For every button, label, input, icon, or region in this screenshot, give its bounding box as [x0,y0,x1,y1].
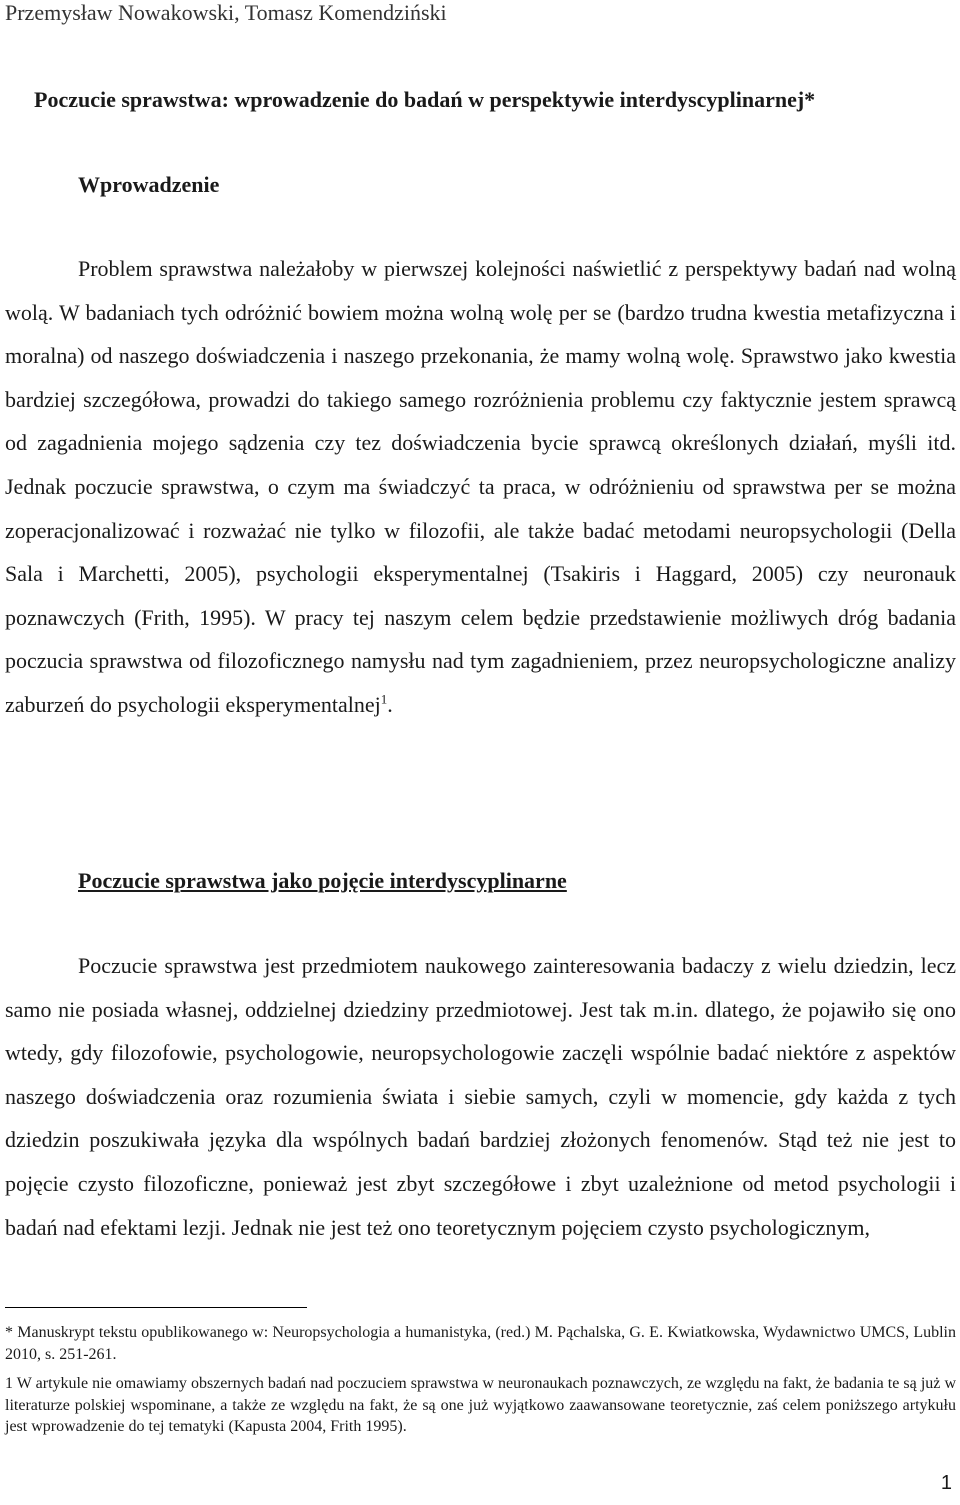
section-paragraph-text: Poczucie sprawstwa jest przedmiotem naukowego zainteresowania badaczy z wielu dziedzin, lecz samo nie posiada własnej, oddzielnej dziedziny przedmiotowej. Jest tak m.in. dlatego, że pojawiło się ono wtedy, gdy filozofowie, psychologowie, neuropsychologowie zaczęli wspólnie badać niektóre z aspektów naszego doświadczenia oraz rozumienia świata i siebie samych, czyli w momencie, gdy każda z tych dziedzin poszukiwała języka dla wspólnych badań bardziej złożonych fenomenów. Stąd też nie jest to pojęcie czysto filozoficzne, ponieważ jest zbyt szczegółowe i zbyt uzależnione od metod psychologii i badań nad efektami lezji. Jednak nie jest też ono teoretycznym pojęciem czysto psychologicznym, [5,953,956,1240]
footnote-reference-1[interactable]: 1 [380,691,388,707]
footnote-manuscript: * Manuskrypt tekstu opublikowanego w: Neuropsychologia a humanistyka, (red.) M. Pąchalska, G. E. Kwiatkowska, Wydawnictwo UMCS, Lublin 2010, s. 251-261. [5,1324,956,1363]
intro-paragraph [5,247,956,727]
footnote-1: 1 W artykule nie omawiamy obszernych badań nad poczuciem sprawstwa w neuronaukach poznawczych, ze względu na fakt, że badania te są już w literaturze polskiej wspominane, a także ze względu na fakt, że są one już wyjątkowo zaawansowane teoretycznie, zaś celem poniższego artykułu jest wprowadzenie do tej tematyki (Kapusta 2004, Frith 1995). [5,1375,956,1436]
intro-heading: Wprowadzenie [78,172,220,197]
article-title: Poczucie sprawstwa: wprowadzenie do badań w perspektywie interdyscyplinarnej* [34,87,816,112]
running-header-authors: Przemysław Nowakowski, Tomasz Komendziński [5,0,447,25]
intro-paragraph-text: Problem sprawstwa należałoby w pierwszej kolejności naświetlić z perspektywy badań nad wolną wolą. W badaniach tych odróżnić bowiem można wolną wolę per se (bardzo trudna kwestia metafizyczna i moralna) od naszego doświadczenia i naszego przekonania, że mamy wolną wolę. Sprawstwo jako kwestia bardziej szczegółowa, prowadzi do takiego samego rozróżnienia problemu czy faktycznie jestem sprawcą od zagadnienia mojego sądzenia czy tez doświadczenia bycie sprawcą określonych działań, myśli itd. Jednak poczucie sprawstwa, o czym ma świadczyć ta praca, w odróżnieniu od sprawstwa per se można zoperacjonalizować i rozważać nie tylko w filozofii, ale także badać metodami neuropsychologii (Della Sala i Marchetti, 2005), psychologii eksperymentalnej (Tsakiris i Haggard, 2005) czy neuronauk poznawczych (Frith, 1995). W pracy tej naszym celem będzie przedstawienie możliwych dróg badania poczucia sprawstwa od filozoficznego namysłu nad tym zagadnieniem, przez neuropsychologiczne analizy zaburzeń do psychologii eksperymentalnej [5,256,956,717]
intro-paragraph-end: . [387,691,393,717]
section-paragraph [5,944,956,1249]
section-heading: Poczucie sprawstwa jako pojęcie interdyscyplinarne [78,868,567,893]
footnote-separator [5,1307,307,1308]
page-number: 1 [940,1472,952,1494]
